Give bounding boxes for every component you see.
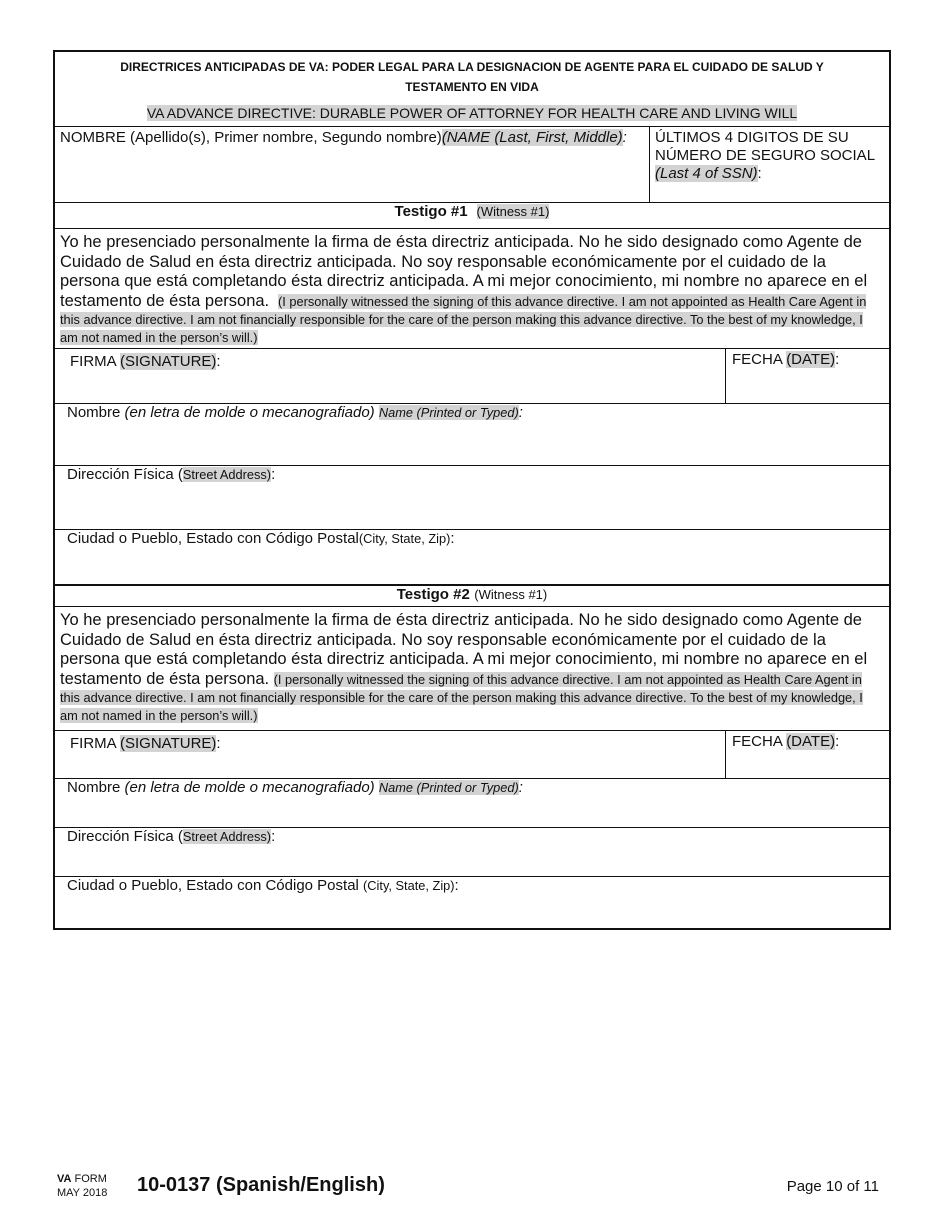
patient-name-field[interactable]: NOMBRE (Apellido(s), Primer nombre, Segundo nombre)(NAME (Last, First, Middle):: [60, 129, 627, 146]
patient-info-row: [55, 126, 889, 202]
witness-2-date-field[interactable]: FECHA (DATE):: [725, 731, 889, 778]
witness-1-address-field[interactable]: Dirección Física (Street Address):: [55, 465, 889, 529]
witness-2-city-field[interactable]: Ciudad o Pueblo, Estado con Código Postal (City, State, Zip):: [55, 876, 889, 930]
page-number: Page 10 of 11: [786, 1178, 879, 1195]
witness-2-name-field[interactable]: Nombre (en letra de molde o mecanografiado) Name (Printed or Typed):: [55, 778, 889, 827]
page-footer: [0, 1170, 950, 1210]
va-form-label: VA FORM MAY 2018: [57, 1173, 108, 1199]
witness-1-statement: Yo he presenciado personalmente la firma de ésta directriz anticipada. No he sido designado como Agente de Cuidado de Salud en ésta directriz anticipada. No soy responsable económicamente por el cuidado de la persona que está completando ésta directriz anticipada. A mi mejor conocimiento, mi nombre no aparece en el testamento de ésta persona. (I personally witnessed the signing of this advance directive. I am not appointed as Health Care Agent in this advance directive. I am not financially responsible for the care of the person making this advance directive. To the best of my knowledge, I am not named in the person’s will.): [55, 228, 889, 348]
title-spanish: DIRECTRICES ANTICIPADAS DE VA: PODER LEGAL PARA LA DESIGNACION DE AGENTE PARA EL CUIDADO DE SALUD Y TESTAMENTO EN VIDA: [120, 60, 824, 94]
witness-2-signature-row: [55, 730, 889, 778]
witness-1-signature-field[interactable]: FIRMA (SIGNATURE):: [70, 353, 221, 370]
witness-1-date-field[interactable]: FECHA (DATE):: [725, 349, 889, 403]
witness-1-signature-row: [55, 348, 889, 403]
title-english: VA ADVANCE DIRECTIVE: DURABLE POWER OF ATTORNEY FOR HEALTH CARE AND LIVING WILL: [146, 105, 798, 121]
witness-2-statement: Yo he presenciado personalmente la firma de ésta directriz anticipada. No he sido designado como Agente de Cuidado de Salud en ésta directriz anticipada. No soy responsable económicamente por el cuidado de la persona que está completando ésta directriz anticipada. A mi mejor conocimiento, mi nombre no aparece en el testamento de ésta persona. (I personally witnessed the signing of this advance directive. I am not appointed as Health Care Agent in this advance directive. I am not financially responsible for the care of the person making this advance directive. To the best of my knowledge, I am not named in the person’s will.): [55, 606, 889, 730]
witness-2-signature-field[interactable]: FIRMA (SIGNATURE):: [70, 735, 221, 752]
ssn-field[interactable]: ÚLTIMOS 4 DIGITOS DE SU NÚMERO DE SEGURO SOCIAL (Last 4 of SSN):: [649, 127, 889, 202]
witness-1-city-field[interactable]: Ciudad o Pueblo, Estado con Código Postal(City, State, Zip):: [55, 529, 889, 584]
form-number: 10-0137 (Spanish/English): [137, 1174, 385, 1196]
form-title-block: [55, 52, 889, 126]
advance-directive-form: [53, 50, 891, 930]
witness-1-heading: Testigo #1 (Witness #1): [55, 202, 889, 228]
witness-2-heading: Testigo #2 (Witness #1): [55, 584, 889, 606]
witness-1-name-field[interactable]: Nombre (en letra de molde o mecanografiado) Name (Printed or Typed):: [55, 403, 889, 465]
witness-2-address-field[interactable]: Dirección Física (Street Address):: [55, 827, 889, 876]
